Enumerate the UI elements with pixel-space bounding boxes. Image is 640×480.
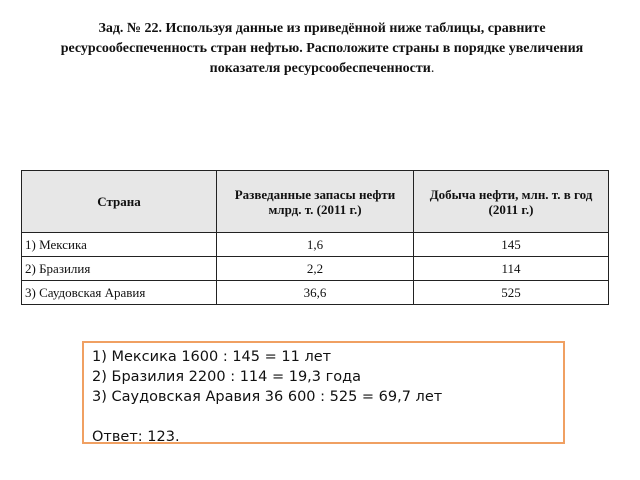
task-text: Зад. № 22. Используя данные из приведённой ниже таблицы, сравните ресурсообеспеченность стран нефтью. Расположите страны в порядке увеличения показателя ресурсообеспеченности — [60, 21, 584, 76]
cell-reserves: 36,6 — [217, 281, 414, 305]
task-statement — [52, 19, 592, 79]
cell-reserves: 2,2 — [217, 257, 414, 281]
table-row — [22, 257, 609, 281]
table-row — [22, 233, 609, 257]
answer-spacer — [92, 407, 555, 427]
table-row — [22, 281, 609, 305]
answer-line-1: 1) Мексика 1600 : 145 = 11 лет — [92, 349, 332, 365]
cell-production: 145 — [414, 233, 609, 257]
table-header-row — [22, 171, 609, 233]
cell-production: 114 — [414, 257, 609, 281]
cell-reserves: 1,6 — [217, 233, 414, 257]
answer-line-3: 3) Саудовская Аравия 36 600 : 525 = 69,7 лет — [92, 389, 443, 405]
answer-line-2: 2) Бразилия 2200 : 114 = 19,3 года — [92, 369, 362, 385]
answer-box — [82, 341, 565, 444]
header-reserves: Разведанные запасы нефти млрд. т. (2011 г.) — [217, 171, 414, 233]
cell-country: 3) Саудовская Аравия — [22, 281, 217, 305]
oil-data-table — [21, 170, 609, 305]
cell-country: 1) Мексика — [22, 233, 217, 257]
answer-result: Ответ: 123. — [92, 429, 180, 445]
header-production: Добыча нефти, млн. т. в год (2011 г.) — [414, 171, 609, 233]
header-country: Страна — [22, 171, 217, 233]
cell-country: 2) Бразилия — [22, 257, 217, 281]
task-period: . — [430, 61, 435, 76]
cell-production: 525 — [414, 281, 609, 305]
